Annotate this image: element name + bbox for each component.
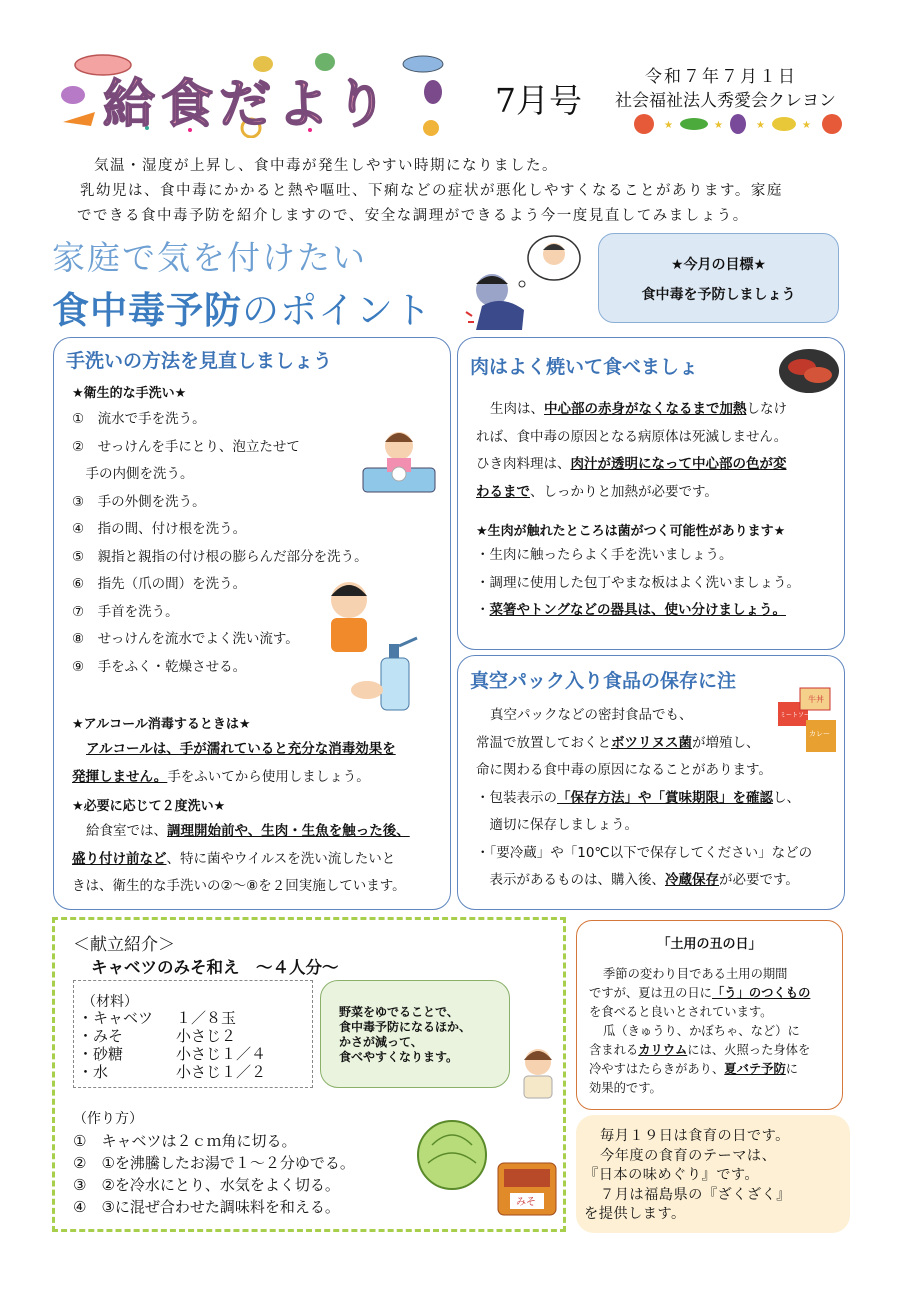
vegetable-decoration [632,112,847,136]
ingredient-row [78,1009,310,1027]
meat-underline: わるまで [476,483,530,500]
doyo-line: ですが、夏は丑の日に [589,986,712,1000]
sick-child-illustration [462,232,582,332]
meat-bullet: ・ [476,602,490,618]
bubble-line: かさが減って、 [339,1035,423,1049]
recipe-heading: ＜献立紹介＞ [73,935,175,955]
doyo-underline: カリウム [638,1043,688,1057]
handwash-step: ② せっけんを手にとり、泡立たせて [72,438,300,455]
handwash-step: ⑨ 手をふく・乾燥させる。 [72,658,247,675]
meat-title: 肉はよく焼いて食べましょ [470,356,699,378]
handwash-step: ① 流水で手を洗う。 [72,411,206,427]
twice-text: 、特に菌やウイルスを洗い流したいと [166,850,396,867]
ingredient-row [78,1045,310,1063]
vacuum-line: 真空パックなどの密封食品でも、 [490,707,693,723]
vacuum-line: ・包装表示の [476,789,557,806]
handwash-step: 手の内側を洗う。 [72,466,194,482]
ingredient-row [78,1027,310,1045]
monthly-goal-title: ★今月の目標★ [670,257,767,273]
doyo-line: 季節の変わり目である土用の期間 [603,967,788,981]
twice-text: きは、衛生的な手洗いの②～⑧を２回実施しています。 [72,878,406,894]
meat-section [457,337,845,650]
meat-bullet: ・調理に使用した包丁やまな板はよく洗いましょう。 [476,574,800,591]
meat-text [476,396,838,506]
steps-label: （作り方） [73,1111,143,1127]
alcohol-subheading: ★アルコール消毒するときは★ [72,717,251,732]
bubble-text [339,1005,471,1065]
recipe-step: ④ ③に混ぜ合わせた調味料を和える。 [73,1198,340,1216]
vacuum-text [476,702,841,895]
doyo-line: 効果的です。 [589,1081,662,1095]
vacuum-pack-section [457,655,845,910]
meat-line: ひき肉料理は、 [476,456,571,472]
handwash-step: ⑦ 手首を洗う。 [72,603,179,620]
ingredient-name: ・水 [78,1063,109,1081]
svg-text:★: ★ [714,120,723,131]
girl-washing-hands-illustration [359,426,439,496]
ingredient-qty: 小さじ１／２ [176,1063,267,1081]
miso-label: みそ [516,1197,536,1208]
handwash-title: 手洗いの方法を見直しましょう [66,350,333,372]
meat-underline: 肉汁が透明になって中心部の色が変 [570,456,787,472]
package-label: 牛丼 [808,695,824,704]
ingredients-list [78,1009,310,1081]
meat-bullet: ・生肉に触ったらよく手を洗いましょう。 [476,547,733,563]
vacuum-line: ・「要冷蔵」や「10℃以下で保存してください」などの [476,844,813,861]
food-education-line: 今年度の食育のテーマは、 [600,1147,777,1164]
vacuum-title: 真空パック入り食品の保存に注 [470,670,737,692]
twice-underline: 盛り付け前など [72,850,167,867]
twice-wash-text [72,818,447,901]
monthly-goal-box [598,233,839,323]
food-education-line: を提供します。 [584,1206,686,1222]
doyo-line: 瓜（きゅうり、かぼちゃ、など）に [603,1024,800,1038]
doyo-underline: 夏バテ予防 [724,1062,786,1076]
svg-text:★: ★ [802,120,811,131]
main-heading-line2 [52,280,432,334]
doyo-line: 含まれる [589,1043,639,1057]
doyo-line: に [785,1062,799,1076]
doyo-line: を食べると良いとされています。 [589,1005,773,1019]
ingredient-qty: 小さじ２ [176,1027,237,1045]
intro-line: 気温・湿度が上昇し、食中毒が発生しやすい時期になりました。 [94,158,558,174]
vacuum-line: 命に関わる食中毒の原因になることがあります。 [476,762,772,778]
doyo-text [589,965,839,1098]
vacuum-line: が増殖し、 [692,734,760,751]
recipe-step: ② ①を沸騰したお湯で１～２分ゆでる。 [73,1154,355,1172]
alcohol-warning-1: アルコールは、手が濡れていると充分な消毒効果を [86,741,396,757]
main-heading-line1: 家庭で気を付けたい [52,238,367,277]
handwash-step: ④ 指の間、付け根を洗う。 [72,521,247,537]
main-heading-rest: のポイント [242,289,432,332]
doyo-section [576,920,843,1110]
doyo-line: 冷やすはたらきがあり、 [589,1062,725,1076]
intro-line: 乳幼児は、食中毒にかかると熱や嘔吐、下痢などの症状が悪化しやすくなることがあります。家庭 [80,183,783,199]
recipe-tip-bubble [320,980,510,1088]
bubble-line: 野菜をゆでることで、 [339,1005,459,1019]
ingredient-qty: 小さじ１／４ [176,1045,267,1063]
handwash-step: ⑥ 指先（爪の間）を洗う。 [72,576,247,592]
monthly-goal-text: 食中毒を予防しましょう [641,287,796,303]
vacuum-line: 表示があるものは、購入後、 [476,872,665,888]
issue-date: 令和７年７月１日 [645,67,797,87]
food-education-line: 『日本の味めぐり』です。 [584,1167,760,1183]
doyo-title: 「土用の丑の日」 [657,937,762,952]
vacuum-underline: 「保存方法」や「賞味期限」を確認 [557,789,773,806]
vacuum-line: し、 [773,789,800,806]
intro-line: でできる食中毒予防を紹介しますので、安全な調理ができるよう今一度見直してみましょう。 [77,208,749,224]
food-education-section [576,1115,850,1233]
handwash-step: ⑧ せっけんを流水でよく洗い流す。 [72,631,299,647]
issue-number: 7月号 [495,81,582,120]
alcohol-warning-2: 発揮しません。 [72,768,168,785]
alcohol-rest: 手をふいてから使用しましょう。 [167,768,370,785]
ingredient-qty: １／８玉 [176,1009,237,1027]
meat-line: 、しっかりと加熱が必要です。 [530,483,718,500]
ingredient-name: ・砂糖 [78,1045,124,1063]
doyo-underline: 「う」のつくもの [711,986,811,1000]
handwash-step: ⑤ 親指と親指の付け根の膨らんだ部分を洗う。 [72,548,368,565]
recipe-step: ① キャベツは２ｃｍ角に切る。 [73,1132,297,1150]
handwash-section [53,337,451,910]
logo-title: 給食だより [103,75,394,135]
ingredient-name: ・みそ [78,1027,124,1045]
recipe-step: ③ ②を冷水にとり、水気をよく切る。 [73,1176,340,1194]
food-education-text [584,1127,844,1225]
cabbage-miso-illustration [410,1115,560,1220]
handwash-step: ③ 手の外側を洗う。 [72,493,206,510]
meat-line: しなけ [746,401,787,417]
alcohol-text [72,736,442,791]
meat-subheading: ★生肉が触れたところは菌がつく可能性があります★ [476,524,786,539]
vacuum-line: 適切に保存しましょう。 [476,817,638,833]
main-heading-bold: 食中毒予防 [52,289,242,332]
vacuum-line: 常温で放置しておくと [476,734,611,751]
organization-name: 社会福祉法人秀愛会クレヨン [615,91,836,111]
meat-line: 生肉は、 [490,401,544,417]
intro-text [77,154,870,229]
twice-text: 給食室では、 [86,823,167,839]
ingredients-box [73,980,313,1088]
grilled-meat-illustration [778,343,840,395]
handwash-subheading: ★衛生的な手洗い★ [72,386,187,401]
recipe-steps [73,1130,433,1218]
vacuum-underline: 冷蔵保存 [665,872,719,888]
svg-text:★: ★ [664,120,673,131]
newsletter-logo [55,50,450,138]
vacuum-line: が必要です。 [719,872,799,888]
recipe-name: キャベツのみそ和え ～４人分～ [91,958,339,977]
meat-line: れば、食中毒の原因となる病原体は死滅しません。 [476,428,788,445]
twice-underline: 調理開始前や、生肉・生魚を触った後、 [167,823,410,839]
ingredient-name: ・キャベツ [78,1009,154,1027]
svg-text:★: ★ [756,120,765,131]
ingredients-label: （材料） [82,994,138,1010]
twice-wash-subheading: ★必要に応じて２度洗い★ [72,799,226,814]
vacuum-underline: ボツリヌス菌 [611,734,692,751]
food-education-line: ７月は福島県の『ざくざく』 [600,1186,791,1203]
meat-bullets [476,542,838,625]
doyo-line: には、火照った身体を [687,1043,811,1057]
food-education-line: 毎月１９日は食育の日です。 [600,1128,790,1144]
bubble-line: 食中毒予防になるほか、 [339,1020,472,1034]
package-label: カレー [809,730,830,738]
meat-bullet-underline: 菜箸やトングなどの器具は、使い分けましょう。 [489,602,786,618]
nutritionist-illustration [514,1044,560,1100]
child-alcohol-illustration [319,578,439,713]
package-label: ミートソース [780,712,816,719]
meat-underline: 中心部の赤身がなくなるまで加熱 [544,401,747,417]
bubble-line: 食べやすくなります。 [339,1050,459,1064]
ingredient-row [78,1063,310,1081]
